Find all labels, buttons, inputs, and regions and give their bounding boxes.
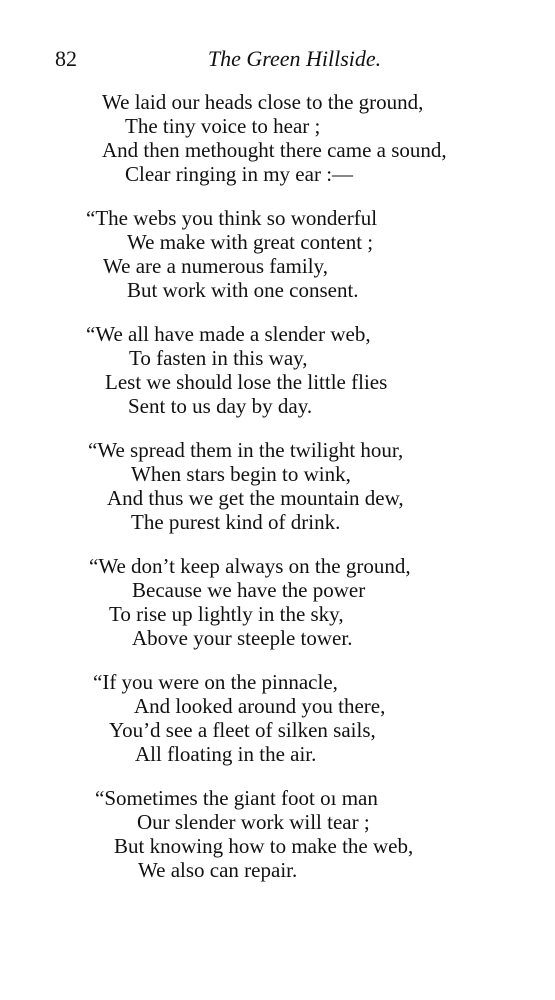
stanza xyxy=(0,322,555,438)
poem-line: And then methought there came a sound, xyxy=(102,138,447,162)
poem-line: To rise up lightly in the sky, xyxy=(109,602,344,626)
page-number: 82 xyxy=(55,46,77,71)
poem-line: Sent to us day by day. xyxy=(128,394,313,418)
poem-line: We also can repair. xyxy=(138,858,298,882)
poem-line: We laid our heads close to the ground, xyxy=(102,90,424,114)
poem-line: You’d see a fleet of silken sails, xyxy=(109,718,376,742)
poem-line: The purest kind of drink. xyxy=(131,510,341,534)
poem-line: “Sometimes the giant foot oı man xyxy=(95,786,378,810)
stanza xyxy=(0,438,555,554)
running-title xyxy=(0,46,555,72)
poem-line: “We all have made a slender web, xyxy=(86,322,371,346)
stanza xyxy=(0,786,555,902)
poem-line: We make with great content ; xyxy=(127,230,374,254)
poem-line: “If you were on the pinnacle, xyxy=(93,670,338,694)
stanza xyxy=(0,206,555,322)
poem-line: The tiny voice to hear ; xyxy=(125,114,321,138)
poem-line: But work with one consent. xyxy=(127,278,359,302)
poem-line: “The webs you think so wonderful xyxy=(86,206,378,230)
stanza xyxy=(0,554,555,670)
poem-line: Above your steeple tower. xyxy=(132,626,353,650)
poem-line: Because we have the power xyxy=(132,578,366,602)
stanza xyxy=(0,90,555,206)
poem-line: All floating in the air. xyxy=(135,742,317,766)
stanza xyxy=(0,670,555,786)
poem-line: And thus we get the mountain dew, xyxy=(107,486,404,510)
poem-line: And looked around you there, xyxy=(134,694,386,718)
poem-line: Our slender work will tear ; xyxy=(137,810,370,834)
poem-line: Lest we should lose the little flies xyxy=(105,370,388,394)
poem-line: When stars begin to wink, xyxy=(131,462,351,486)
poem-line: “We don’t keep always on the ground, xyxy=(89,554,411,578)
poem-line: To fasten in this way, xyxy=(129,346,308,370)
poem-line: Clear ringing in my ear :— xyxy=(125,162,354,186)
poem-line: But knowing how to make the web, xyxy=(114,834,414,858)
poem xyxy=(0,90,555,902)
poem-line: “We spread them in the twilight hour, xyxy=(88,438,404,462)
running-title-text: The Green Hillside. xyxy=(207,46,382,71)
poem-line: We are a numerous family, xyxy=(103,254,328,278)
